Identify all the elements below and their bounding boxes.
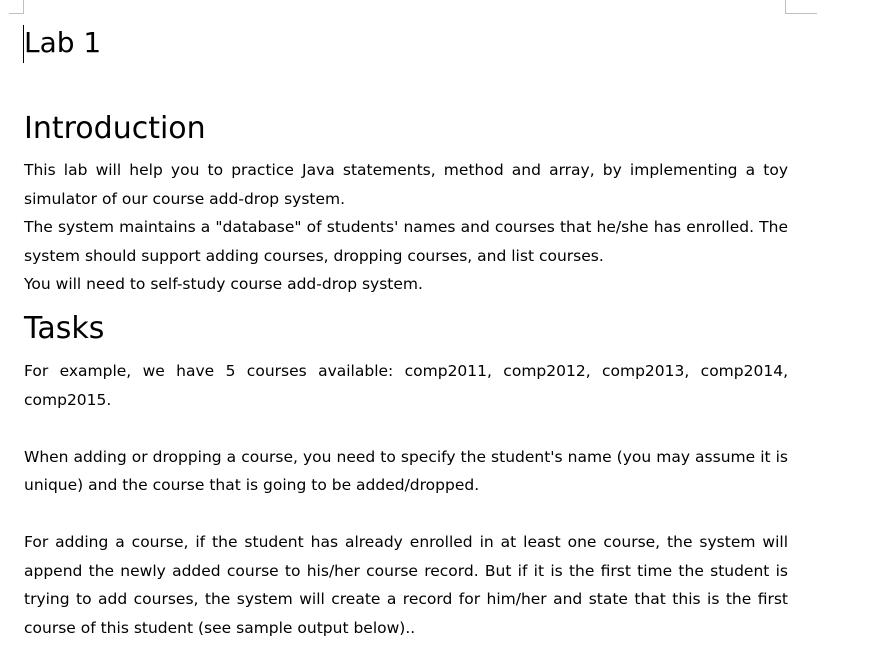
introduction-body [24, 156, 788, 299]
page-corner-top-right [785, 0, 817, 14]
tasks-paragraph-1[interactable]: For example, we have 5 courses available: comp2011, comp2012, comp2013, comp2014, comp2015. [24, 362, 788, 409]
heading-introduction[interactable]: Introduction [24, 111, 206, 146]
page-corner-top-left [9, 0, 24, 14]
empty-line [24, 500, 788, 529]
tasks-body [24, 357, 788, 642]
tasks-paragraph-2[interactable]: When adding or dropping a course, you need to specify the student's name (you may assume it is unique) and the course that is going to be added/dropped. [24, 447, 788, 494]
intro-paragraph-3[interactable]: You will need to self-study course add-drop system. [24, 275, 423, 293]
empty-line [24, 414, 788, 443]
intro-paragraph-2[interactable]: The system maintains a "database" of students' names and courses that he/she has enrolled. The system should support adding courses, dropping courses, and list courses. [24, 218, 788, 265]
heading-tasks[interactable]: Tasks [24, 311, 105, 346]
document-title[interactable]: Lab 1 [24, 26, 102, 59]
tasks-paragraph-3[interactable]: For adding a course, if the student has already enrolled in at least one course, the system will append the newly added course to his/her course record. But if it is the first time the student is trying to add courses, the system will create a record for him/her and state that this is the first course of this student (see sample output below).. [24, 533, 788, 637]
intro-paragraph-1[interactable]: This lab will help you to practice Java statements, method and array, by implementing a toy simulator of our course add-drop system. [24, 161, 788, 208]
